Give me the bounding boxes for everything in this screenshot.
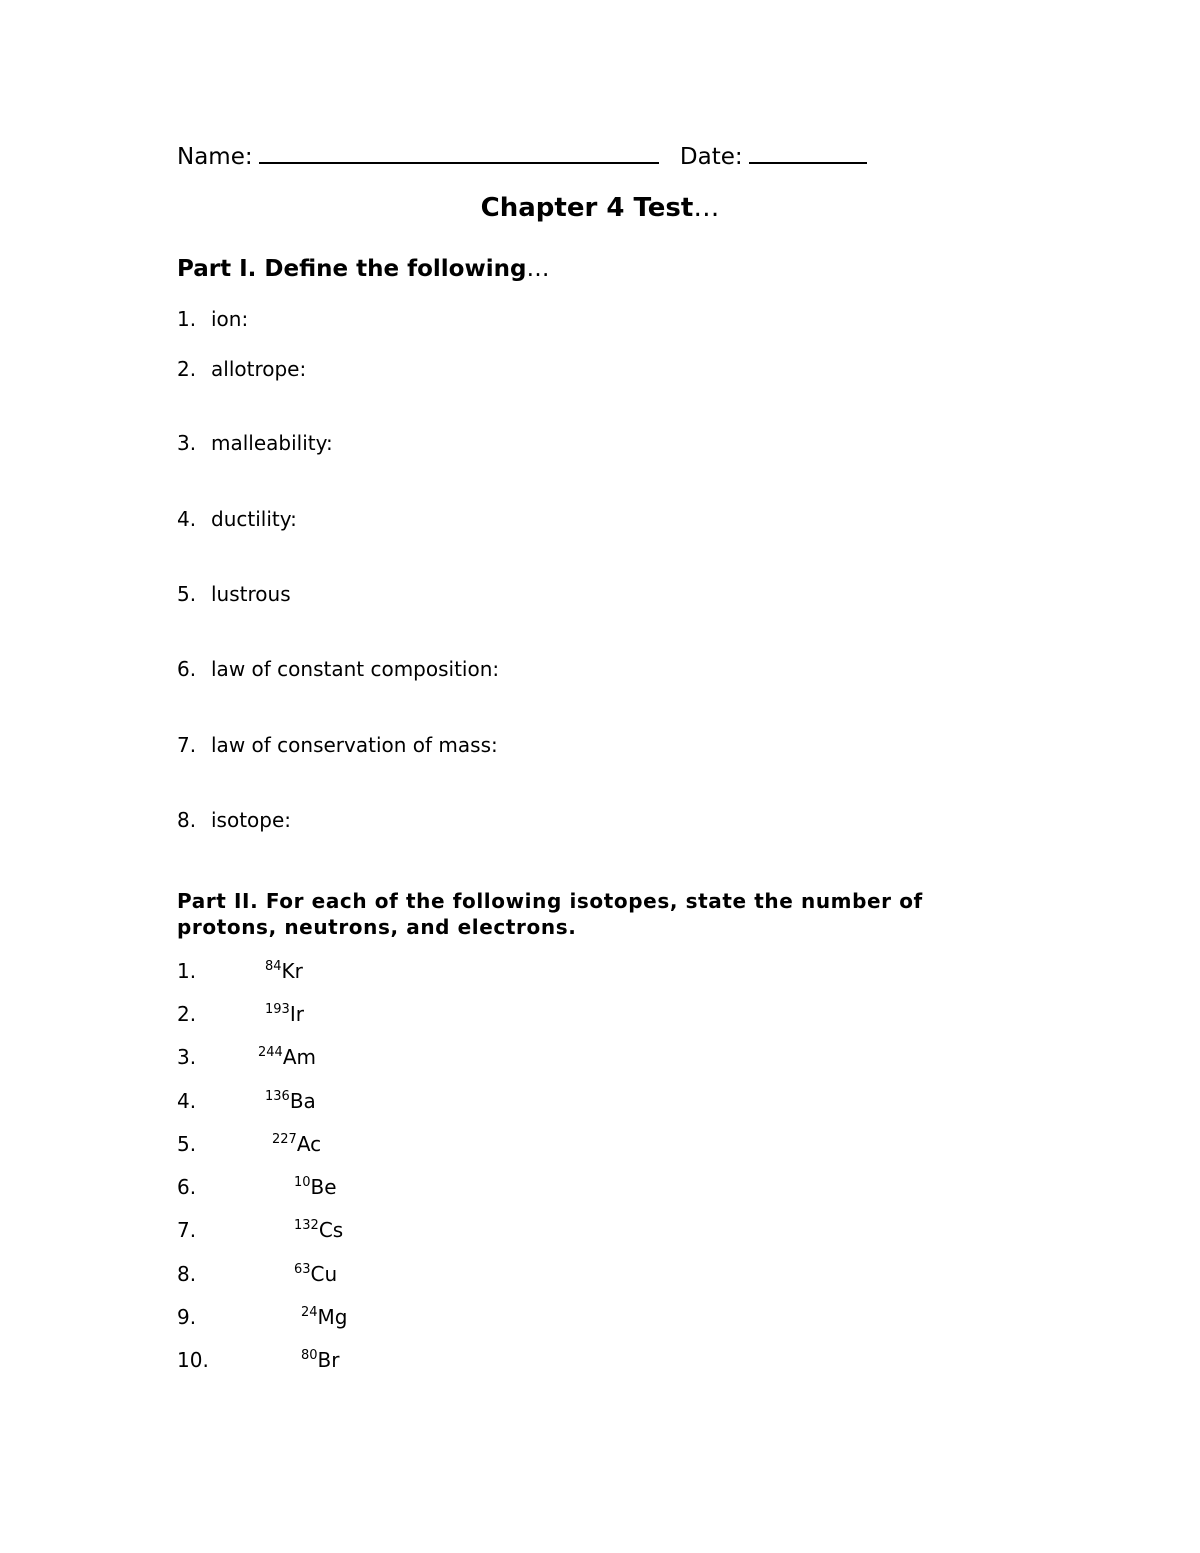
definition-number: 5. — [177, 582, 197, 606]
isotope-notation — [265, 1088, 316, 1118]
definition-item — [177, 430, 333, 456]
isotope-number: 8. — [177, 1262, 197, 1286]
definition-item — [177, 732, 498, 758]
isotope-notation — [294, 1174, 337, 1204]
page-title — [0, 192, 1200, 224]
mass-number: 244 — [258, 1045, 283, 1060]
isotope-number: 6. — [177, 1175, 197, 1199]
element-symbol: Be — [310, 1175, 337, 1199]
definition-item — [177, 506, 297, 532]
definition-number: 4. — [177, 507, 197, 531]
definition-term: law of conservation of mass: — [211, 733, 498, 757]
isotope-notation — [301, 1347, 340, 1377]
definition-item — [177, 807, 291, 833]
isotope-notation — [265, 958, 303, 988]
mass-number: 84 — [265, 959, 282, 974]
definition-number: 1. — [177, 307, 197, 331]
element-symbol: Cu — [310, 1262, 338, 1286]
title-text: Chapter 4 Test — [480, 193, 694, 223]
definition-term: ductility: — [211, 507, 297, 531]
definition-item — [177, 306, 248, 332]
mass-number: 24 — [301, 1305, 318, 1320]
part1-heading — [177, 254, 549, 284]
definition-term: ion: — [211, 307, 249, 331]
element-symbol: Am — [282, 1045, 316, 1069]
date-blank-line — [749, 140, 867, 164]
part2-heading: Part II. For each of the following isotopes, state the number of protons, neutrons, and electrons. — [177, 889, 923, 939]
isotope-number: 9. — [177, 1305, 197, 1329]
definition-number: 7. — [177, 733, 197, 757]
name-label: Name: — [177, 144, 253, 170]
mass-number: 227 — [272, 1132, 297, 1147]
isotope-number: 3. — [177, 1045, 197, 1069]
mass-number: 10 — [294, 1175, 311, 1190]
definition-item — [177, 356, 306, 382]
element-symbol: Kr — [281, 959, 303, 983]
isotope-number: 5. — [177, 1132, 197, 1156]
isotope-notation — [301, 1304, 348, 1334]
definition-term: allotrope: — [211, 357, 307, 381]
definition-number: 2. — [177, 357, 197, 381]
isotope-notation — [272, 1131, 321, 1161]
mass-number: 132 — [294, 1218, 319, 1233]
element-symbol: Ac — [296, 1132, 322, 1156]
definition-number: 8. — [177, 808, 197, 832]
definition-term: law of constant composition: — [211, 657, 500, 681]
element-symbol: Mg — [317, 1305, 348, 1329]
part1-heading-text: Part I. Define the following — [177, 256, 527, 282]
isotope-notation — [258, 1044, 316, 1074]
isotope-notation — [294, 1217, 343, 1247]
mass-number: 193 — [265, 1002, 290, 1017]
definition-term: malleability: — [211, 431, 333, 455]
definition-number: 6. — [177, 657, 197, 681]
isotope-number: 10. — [177, 1348, 209, 1372]
isotope-number: 1. — [177, 959, 197, 983]
part1-heading-ellipsis: … — [526, 256, 550, 282]
definition-term: lustrous — [211, 582, 291, 606]
mass-number: 80 — [301, 1348, 318, 1363]
name-blank-line — [259, 140, 659, 164]
isotope-notation — [265, 1001, 304, 1031]
date-label: Date: — [679, 144, 743, 170]
isotope-number: 4. — [177, 1089, 197, 1113]
element-symbol: Cs — [318, 1218, 344, 1242]
definition-number: 3. — [177, 431, 197, 455]
definition-item — [177, 581, 291, 607]
mass-number: 136 — [265, 1089, 290, 1104]
title-ellipsis: … — [693, 193, 720, 223]
isotope-number: 7. — [177, 1218, 197, 1242]
isotope-notation — [294, 1261, 337, 1291]
element-symbol: Ir — [289, 1002, 304, 1026]
definition-item — [177, 656, 499, 682]
mass-number: 63 — [294, 1262, 311, 1277]
definition-term: isotope: — [211, 808, 292, 832]
element-symbol: Br — [317, 1348, 340, 1372]
header-line — [177, 140, 867, 172]
isotope-number: 2. — [177, 1002, 197, 1026]
element-symbol: Ba — [289, 1089, 316, 1113]
